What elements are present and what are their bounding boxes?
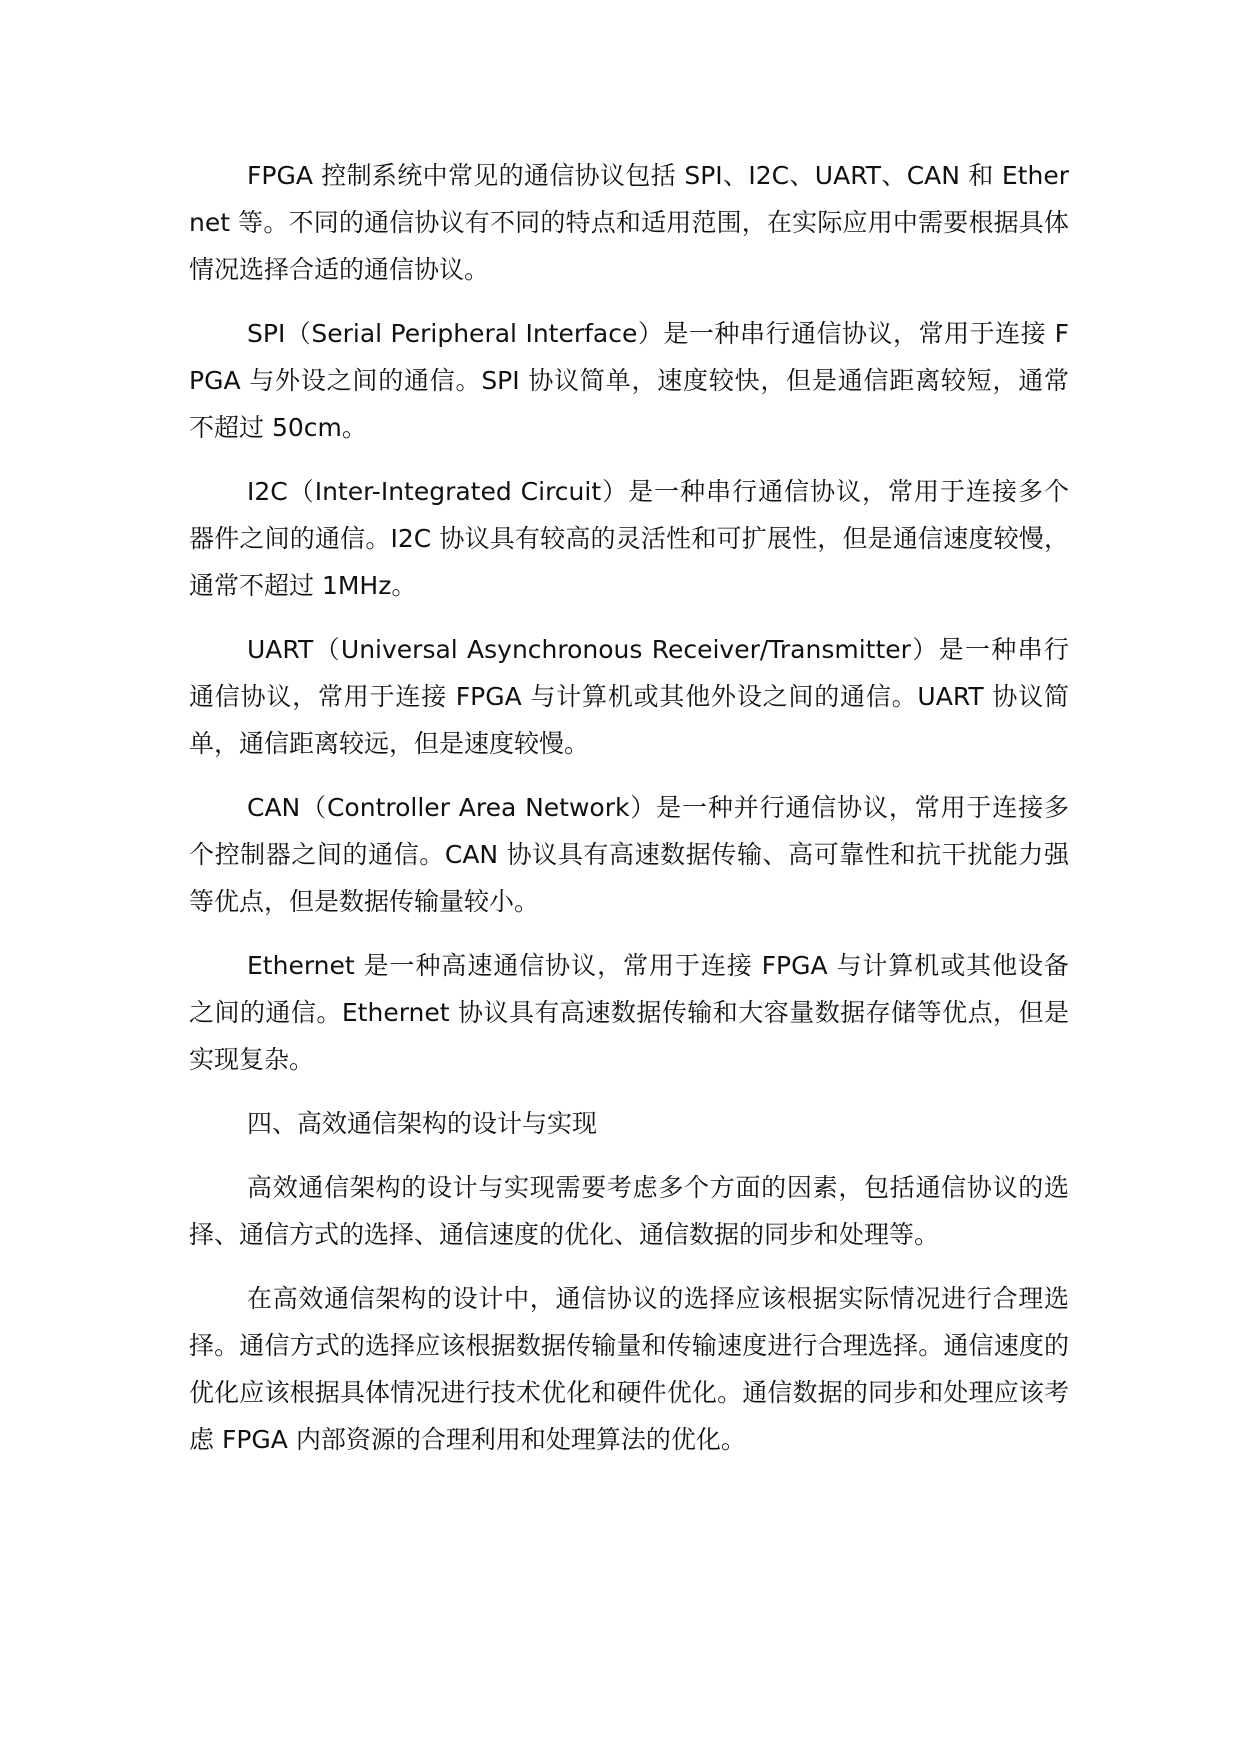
paragraph-can: CAN（Controller Area Network）是一种并行通信协议，常用于连接多个控制器之间的通信。CAN 协议具有高速数据传输、高可靠性和抗干扰能力强等优点，但是数据传输量较小。 [189, 793, 1069, 916]
document-body [189, 152, 1069, 1480]
paragraph-uart: UART（Universal Asynchronous Receiver/Transmitter）是一种串行通信协议，常用于连接 FPGA 与计算机或其他外设之间的通信。UART 协议简单，通信距离较远，但是速度较慢。 [189, 635, 1069, 758]
paragraph-architecture-factors: 高效通信架构的设计与实现需要考虑多个方面的因素，包括通信协议的选择、通信方式的选择、通信速度的优化、通信数据的同步和处理等。 [189, 1173, 1069, 1249]
paragraph-spi: SPI（Serial Peripheral Interface）是一种串行通信协议，常用于连接 FPGA 与外设之间的通信。SPI 协议简单，速度较快，但是通信距离较短，通常不超过 50cm。 [189, 319, 1069, 442]
paragraph-protocols-overview: FPGA 控制系统中常见的通信协议包括 SPI、I2C、UART、CAN 和 Ethernet 等。不同的通信协议有不同的特点和适用范围，在实际应用中需要根据具体情况选择合适的通信协议。 [189, 161, 1069, 284]
paragraph-architecture-design: 在高效通信架构的设计中，通信协议的选择应该根据实际情况进行合理选择。通信方式的选择应该根据数据传输量和传输速度进行合理选择。通信速度的优化应该根据具体情况进行技术优化和硬件优化。通信数据的同步和处理应该考虑 FPGA 内部资源的合理利用和处理算法的优化。 [189, 1284, 1069, 1454]
paragraph-i2c: I2C（Inter-Integrated Circuit）是一种串行通信协议，常用于连接多个器件之间的通信。I2C 协议具有较高的灵活性和可扩展性，但是通信速度较慢，通常不超过 1MHz。 [189, 477, 1069, 600]
paragraph-ethernet: Ethernet 是一种高速通信协议，常用于连接 FPGA 与计算机或其他设备之间的通信。Ethernet 协议具有高速数据传输和大容量数据存储等优点，但是实现复杂。 [189, 951, 1069, 1074]
section-heading: 四、高效通信架构的设计与实现 [247, 1109, 598, 1138]
